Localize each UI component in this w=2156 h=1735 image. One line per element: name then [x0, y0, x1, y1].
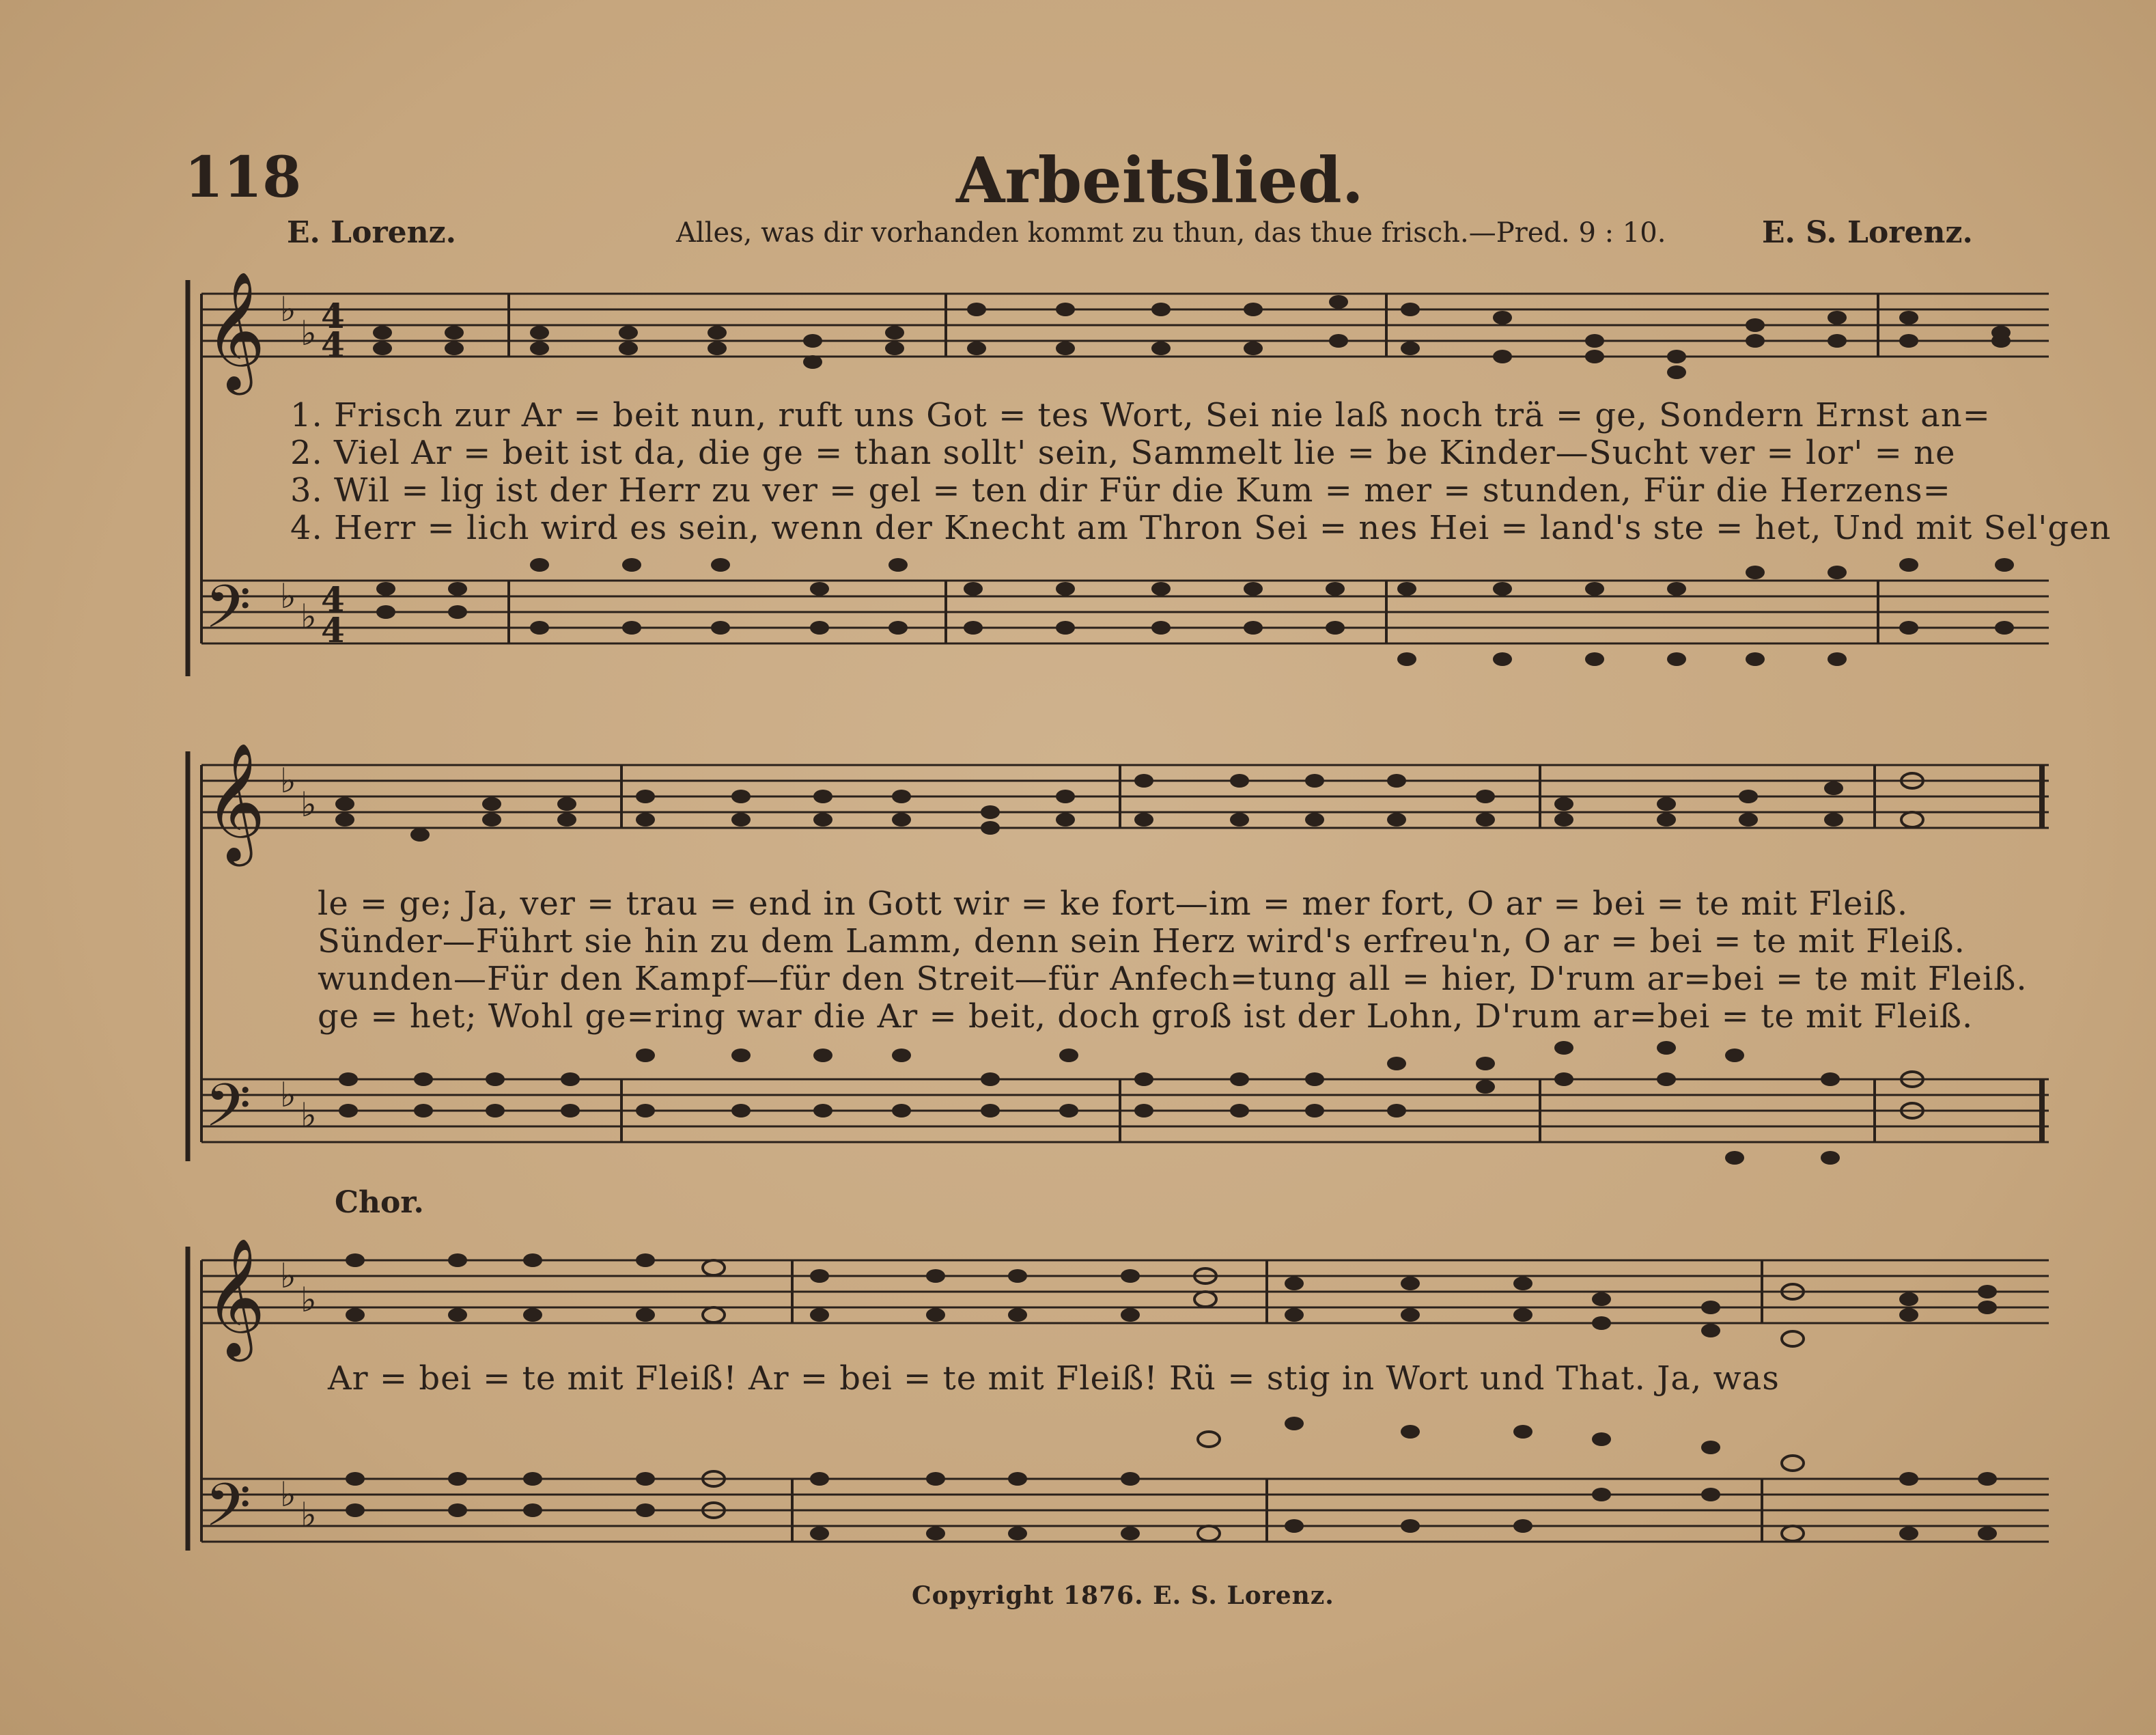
verse-4-line-2: ge = het; Wohl ge=ring war die Ar = beit, doch groß ist der Lohn, D'rum ar=bei = te mit Fleiß.	[318, 997, 1974, 1036]
system2-treble-staff	[201, 765, 2049, 828]
svg-text:4: 4	[321, 579, 345, 620]
copyright-footer: Copyright 1876. E. S. Lorenz.	[912, 1581, 1334, 1610]
verse-2-line-1: 2. Viel Ar = beit ist da, die ge = than sollt' sein, Sammelt lie = be Kinder—Sucht ver = lor' = ne	[290, 434, 1956, 472]
verse-3-line-2: wunden—Für den Kampf—für den Streit—für Anfech=tung all = hier, D'rum ar=bei = te mit Fleiß.	[318, 960, 2028, 998]
system2-treble-notes	[335, 773, 1923, 842]
system3-treble-notes	[346, 1253, 1997, 1346]
svg-text:♭: ♭	[300, 313, 317, 353]
epigraph: Alles, was dir vorhanden kommt zu thun, das thue frisch.—Pred. 9 : 10.	[676, 217, 1666, 249]
verse-2-line-2: Sünder—Führt sie hin zu dem Lamm, denn sein Herz wird's erfreu'n, O ar = bei = te mit Fleiß.	[318, 922, 1965, 960]
svg-text:♭: ♭	[280, 1255, 296, 1296]
system1-treble-notes	[373, 295, 2011, 379]
system1-treble-staff	[201, 294, 2049, 357]
verse-1-line-1: 1. Frisch zur Ar = beit nun, ruft uns Got = tes Wort, Sei nie laß noch trä = ge, Sondern Ernst an=	[290, 396, 1991, 434]
verse-4-line-1: 4. Herr = lich wird es sein, wenn der Knecht am Thron Sei = nes Hei = land's ste = het, Und mit Sel'gen	[290, 509, 2112, 547]
svg-text:♭: ♭	[300, 1095, 317, 1135]
svg-text:♭: ♭	[280, 760, 296, 801]
svg-text:♭: ♭	[300, 596, 317, 637]
svg-text:𝄞: 𝄞	[205, 1238, 266, 1357]
svg-text:𝄢: 𝄢	[205, 1071, 251, 1154]
svg-text:4: 4	[321, 324, 345, 365]
svg-text:♭: ♭	[300, 1279, 317, 1320]
chorus-lyric: Ar = bei = te mit Fleiß! Ar = bei = te mit Fleiß! Rü = stig in Wort und That. Ja, was	[328, 1359, 1780, 1398]
page-number: 118	[184, 145, 302, 210]
verse-3-line-1: 3. Wil = lig ist der Herr zu ver = gel = ten dir Für die Kum = mer = stunden, Für die Herzens=	[290, 471, 1951, 510]
svg-text:♭: ♭	[300, 784, 317, 824]
svg-text:𝄞: 𝄞	[205, 271, 266, 390]
svg-text:𝄢: 𝄢	[205, 1471, 251, 1554]
svg-text:♭: ♭	[280, 289, 296, 329]
system1-bass-staff	[201, 581, 2049, 643]
composer: E. S. Lorenz.	[1762, 215, 1973, 250]
svg-text:♭: ♭	[280, 576, 296, 616]
system2-bass-notes	[339, 1041, 1923, 1165]
svg-text:4: 4	[321, 296, 345, 336]
system2-bass-staff	[201, 1079, 2049, 1142]
svg-text:𝄢: 𝄢	[205, 572, 251, 656]
svg-text:♭: ♭	[280, 1074, 296, 1115]
svg-text:♭: ♭	[280, 1474, 296, 1514]
hymn-title: Arbeitslied.	[956, 143, 1364, 217]
verse-1-line-2: le = ge; Ja, ver = trau = end in Gott wir = ke fort—im = mer fort, O ar = bei = te mit Fleiß.	[318, 885, 1909, 923]
lyricist: E. Lorenz.	[287, 215, 456, 250]
svg-text:𝄞: 𝄞	[205, 742, 266, 861]
chorus-label: Chor.	[335, 1185, 424, 1220]
svg-text:♭: ♭	[300, 1495, 317, 1535]
svg-text:4: 4	[321, 610, 345, 650]
